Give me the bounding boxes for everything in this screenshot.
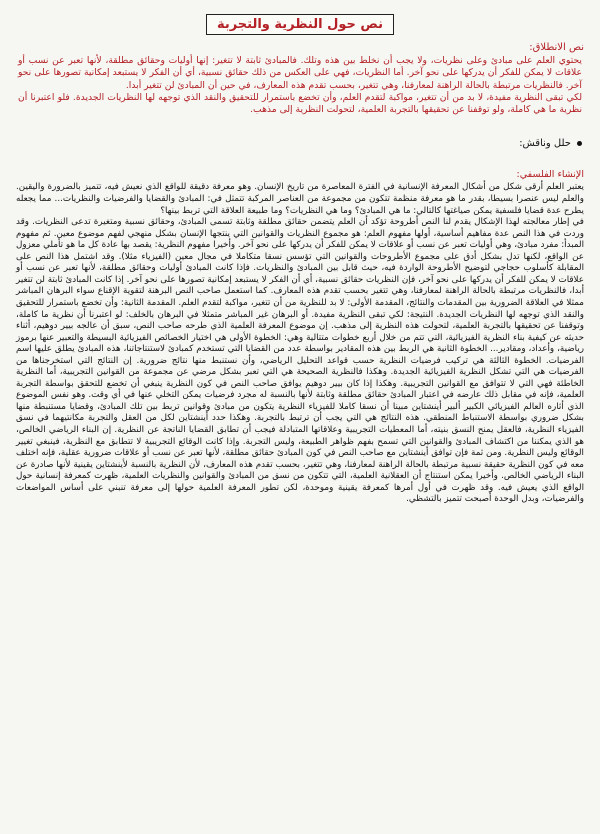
task-text: حلل وناقش: — [519, 138, 571, 150]
task-bullet — [10, 138, 586, 149]
bullet-icon — [577, 141, 582, 146]
essay-text: يعتبر العلم أرقى شكل من أشكال المعرفة الإنسانية في الفترة المعاصرة من تاريخ الإنسان. وهو معرفة دقيقة للواقع الذي نعيش فيه، تتميز بالضرورة واليقين. والعلم ليس عنصرا بسيطا، بقدر ما هو معرفة منظمة تتكون من مجموعة من العناصر المركبة تتمثل في: المبادئ والقضايا والفرضيات والنظريات... مما يجعله يطرح عدة قضايا فلسفية يمكن صياغتها كالتالي: ما هي المبادئ؟ وما هي النظريات؟ وما طبيعة العلاقة التي تربط بينها؟ في إطار معالجته لهذا الإشكال يقدم لنا النص أطروحة تؤكد أن العلم يتضمن حقائق مطلقة وثابتة تسمى المبادئ، وحقائق نسبية ومتغيرة تدعى النظريات. وقد وردت في هذا النص عدة مفاهيم أساسية، أولها مفهوم العلم: هو مجموع النظريات والقوانين التي ينتجها الإنسان بشكل منهجي لفهم موضوع معين. ثم مفهوم المبدأ: مفرد مبادئ، وهي أوليات تعبر عن نسب أو علاقات لا يمكن للفكر أن يدركها على نحو آخر. وأخيرا مفهوم النظرية: يقصد بها عادة كل ما هو تأملي معزول عن الواقع، لكنها تدل بشكل أدق على مجموع الأطروحات والقوانين التي تؤسس نسقا متكاملا في مجال معين (الفيزياء مثلا). وقد اشتمل هذا النص على المقابلة كأسلوب حجاجي لتوضيح الأطروحة الواردة فيه، حيث قابل بين المبادئ والنظريات. فإذا كانت المبادئ أوليات وحقائق مطلقة، لأنها تعبر عن نسب أو علاقات لا يمكن للفكر أن يدركها على نحو آخر، فإن النظريات حقائق نسبية، أي أن الفكر لا يستبعد إمكانية تصورها على نحو آخر. إذا كانت المبادئ ثابتة لن تتغير أبدا، فالنظريات مرتبطة بالحالة الراهنة لمعارفنا، وهي تتغير بحسب تقدم هذه المعارف. كما استعمل صاحب النص البرهنة لتقوية الإقناع سواء البرهان المباشر ممثلا في العلاقة الضرورية بين المقدمات والنتائج، المقدمة الأولى: لا بد للنظرية من أن تتغير، مواكبة لتقدم العلم. المقدمة الثانية: وأن تخضع باستمرار للتحقيق والنقد الذي توجهه لها النظريات الجديدة. النتيجة: لكي تبقى النظرية مفيدة. أو البرهان غير المباشر متمثلا في البرهان بالخلف: لو اعتبرنا أن نظرية ما كاملة، وتوقفنا عن تحقيقها بالتجربة العلمية، لتحولت هذه النظرية إلى مذهب. إن موضوع المعرفة العلمية الذي طرحه صاحب النص، سبق أن عالجه بيير دوهيم، أثناء حديثه عن كيفية بناء النظرية الفيزيائية، التي تتم من خلال أربع خطوات متتالية وهي: الخطوة الأولى هي اختيار الخصائص الفيزيائية البسيطة والتعبير عنها برموز رياضية، وأعداد، ومقادير... الخطوة الثانية هي الربط بين هذه المقادير بواسطة عدد من القضايا التي تستخدم كمبادئ لاستنتاجاتنا، هذه المبادئ يطلق عليها اسم الفرضيات. الخطوة الثالثة هي تركيب فرضيات النظرية حسب قواعد التحليل الرياضي، وأن نستنبط منها نتائج ضرورية. إن النتائج التي استخرجناها من الفرضيات هي التي تشكل النظرية الفيزيائية الجديدة. وهكذا فالنظرية الصحيحة هي التي تعبر بشكل مرضي عن مجموعة من القوانين التجريبية، أما النظرية الخاطئة فهي التي لا تتوافق مع القوانين التجريبية. وهكذا إذا كان بيير دوهيم يوافق صاحب النص في كون النظرية ينبغي أن تخضع للتحقق بواسطة التجربة العلمية، فإنه في مقابل ذلك عارضه في اعتبار المبادئ حقائق مطلقة وثابتة لأنها بالنسبة له مجرد فرضيات يمكن التخلي عنها في أي وقت. وهو نفس الموضوع الذي أثاره العالم الفيزيائي الكبير ألبير أينشتاين مبينا أن نسقا كاملا للفيزياء النظرية يتكون من مبادئ وقوانين تربط بين تلك المبادئ، وقضايا مستنبطة منها بشكل ضروري بواسطة الاستنباط المنطقي. هذه النتائج هي التي يجب أن ترتبط بالتجربة. وهكذا حدد أينشتاين لكل من العقل والتجربة مكانتيهما في نسق الفيزياء النظرية، فالعقل يمنح النسق بنيته، أما المعطيات التجريبية وعلاقاتها المتبادلة فيجب أن تطابق القضايا الناتجة عن النظرية. إن البناء الرياضي الخالص، هو الذي يمكننا من اكتشاف المبادئ والقوانين التي تسمح بفهم ظواهر الطبيعة، وليس التجربة. وإذا كانت الوقائع التجريبية لا تتطابق مع النظرية، فينبغي تغيير الوقائع وليس النظرية. ومن ثمة فإن توافق أينشتاين مع صاحب النص في كون المبادئ حقائق مطلقة، لأنها تعبر عن نسب أو علاقات ضرورية عقلية، فإنه اختلف معه في كون النظرية حقيقة نسبية مرتبطة بالحالة الراهنة لمعارفنا، وهي تتغير، بحسب تقدم هذه المعارف، لأن النظرية بالنسبة لأينشتاين يقينية لأنها صادرة عن البناء الرياضي الخالص. وأخيرا يمكن استنتاج أن العقلانية العلمية، التي تتكون من نسق من المبادئ والقوانين والنظريات العلمية، ظهرت كمعرفة إنسانية حول الواقع الذي يعيش فيه. وقد ظهرت في أول أمرها كمعرفة يقينية وموحدة، لكن تطور المعرفة العلمية حولها إلى معرفة تنبني على أساس المواضعات والفرضيات، وبدل الوحدة أصبحت تتميز بالتشظي. — [16, 182, 584, 505]
intro-text: يحتوي العلم على مبادئ وعلى نظريات، ولا يجب أن نخلط بين هذه وتلك. فالمبادئ ثابتة لا تتغير: إنها أوليات وحقائق مطلقة، لأنها تعبر عن نسب أو علاقات لا يمكن للفكر أن يدركها على نحو آخر. أما النظريات، فهي على العكس من ذلك حقائق نسبية، أي أن الفكر لا يستبعد إمكانية تصورها على نحو آخر. فالنظريات مرتبطة بالحالة الراهنة لمعارفنا، وهي تتغير، بحسب تقدم هذه المعارف، في حين أن المبادئ لن تتغير أبدا. لكي تبقى النظرية مفيدة، لا بد من أن تتغير، مواكبة لتقدم العلم، وأن تخضع باستمرار للتحقيق والنقد الذي توجهه لها النظريات الجديدة. فلو اعتبرنا أن نظرية ما هي كاملة، ولو توقفنا عن تحقيقها بالتجربة العلمية، لتحولت النظرية إلى مذهب. — [18, 55, 582, 116]
essay-label: الإنشاء الفلسفي: — [516, 169, 584, 181]
page-title: نص حول النظرية والتجربة — [206, 14, 394, 35]
intro-label: نص الانطلاق: — [529, 42, 584, 53]
